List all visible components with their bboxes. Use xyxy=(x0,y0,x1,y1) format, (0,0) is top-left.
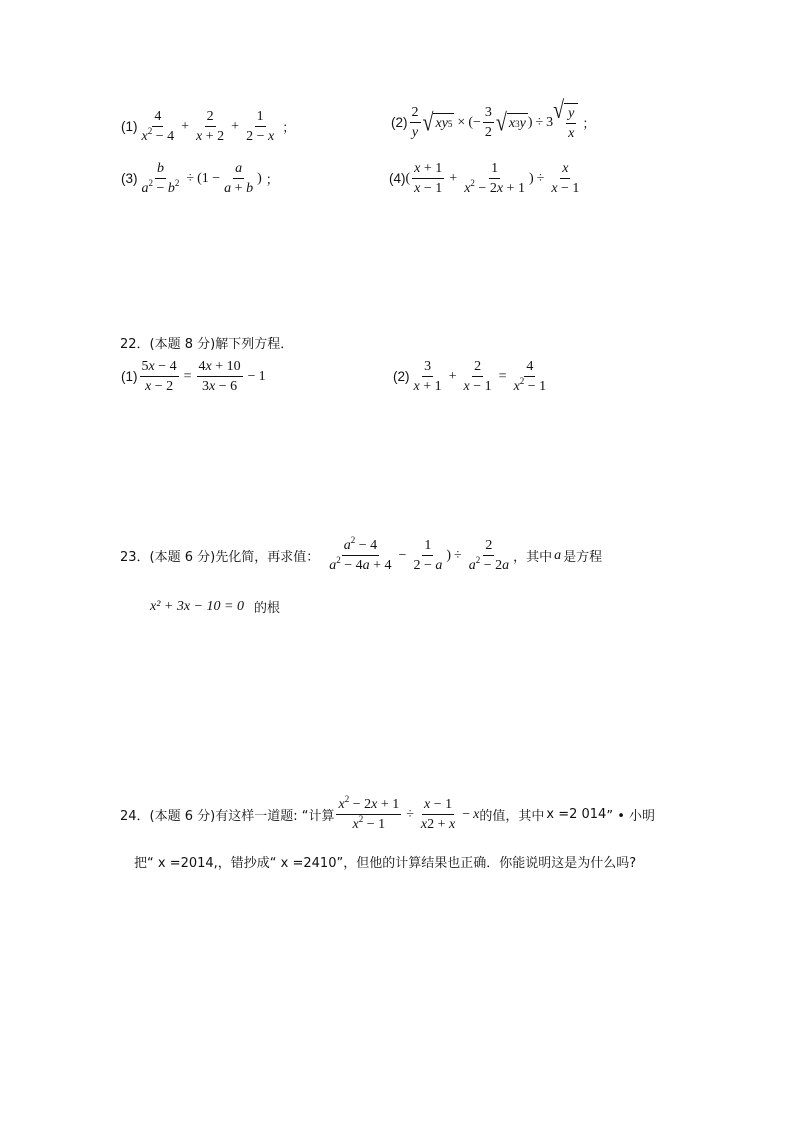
expr-label: (2) xyxy=(393,369,410,384)
expr-label: (1) xyxy=(121,119,138,134)
expr-label: (3) xyxy=(121,171,138,186)
problem-23-equation: x² + 3x − 10 = 0 xyxy=(150,598,244,614)
problem-23-suffix: 是方程 xyxy=(563,550,603,565)
fraction: $\frac{2}{x + 2}$ xyxy=(196,109,225,144)
problem-23-prefix: 23．(本题 6 分)先化简，再求值： xyxy=(120,550,320,565)
fraction: $\frac{x - 1}{x2 + x}$ xyxy=(420,797,456,832)
expr-21-3: (3) $\frac{b}{a^2 - b^2}$ ÷ (1 − $\frac{a}{a + b}$ ) ； xyxy=(121,161,279,196)
problem-23: 23．(本题 6 分)先化简，再求值： $\frac{a^2 - 4}{a^2 - 4a + 4}$ − $\frac{1}{2 - a}$ ) ÷ $\frac{2}{a^2 - 2a}$ ，其中 a 是方程 xyxy=(120,535,603,573)
expr-22-1: (1) $\frac{5x - 4}{x - 2}$ = $\frac{4x + 10}{3x - 6}$ − 1 xyxy=(121,359,266,394)
fraction: $\frac{4}{x^2 - 1}$ xyxy=(513,359,547,394)
fraction: $\frac{4x + 10}{3x - 6}$ xyxy=(198,359,241,394)
sqrt: √ xy 5 xyxy=(422,108,453,137)
fraction: $\frac{5x - 4}{x - 2}$ xyxy=(141,359,177,394)
problem-24-given: x =2 014 xyxy=(546,807,607,822)
problem-24-prefix: 24．(本题 6 分)有这样一道题: “计算 xyxy=(120,809,335,824)
separator: ； xyxy=(265,173,279,188)
separator: ； xyxy=(582,117,596,132)
expr-label: (2) xyxy=(391,115,408,130)
fraction: $\frac{b}{a^2 - b^2}$ xyxy=(141,161,180,196)
expr-21-4: (4) ( $\frac{x + 1}{x - 1}$ + $\frac{1}{x^2 - 2x + 1}$ ) ÷ $\frac{x}{x - 1}$ xyxy=(389,161,580,196)
fraction: $\frac{x + 1}{x - 1}$ xyxy=(414,161,443,196)
fraction: $\frac{3}{2}$ xyxy=(484,105,492,140)
sqrt: √ $\frac{y}{x}$ xyxy=(553,103,578,142)
expr-21-1: (1) $\frac{4}{x^2 - 4}$ + $\frac{2}{x + 2}$ + $\frac{1}{2 - x}$ ； xyxy=(121,109,296,144)
problem-24-middle: 的值，其中 xyxy=(479,809,545,824)
fraction: $\frac{x}{x - 1}$ xyxy=(551,161,580,196)
fraction: $\frac{3}{x + 1}$ xyxy=(413,359,442,394)
fraction: $\frac{2}{y}$ xyxy=(411,105,419,140)
expr-21-2: (2) $\frac{2}{y}$ √ xy 5 × (− $\frac{3}{2}$ √ x 3 y ) ÷ 3 √ $\frac{y}{x}$ ； xyxy=(391,96,596,141)
fraction: $\frac{1}{2 - a}$ xyxy=(413,538,443,573)
problem-24: 24．(本题 6 分)有这样一道题: “计算 $\frac{x^2 - 2x + 1}{x^2 - 1}$ ÷ $\frac{x - 1}{x2 + x}$ − x 的值，其中 x =2 014 ” • 小明 xyxy=(120,794,655,832)
fraction: $\frac{2}{x - 1}$ xyxy=(463,359,492,394)
fraction: $\frac{x^2 - 2x + 1}{x^2 - 1}$ xyxy=(338,794,400,832)
fraction: $\frac{2}{a^2 - 2a}$ xyxy=(468,538,510,573)
problem-23-line2 xyxy=(150,597,280,616)
problem-22-heading: 22．(本题 8 分)解下列方程． xyxy=(120,337,294,352)
problem-24-line2: 把“ x =2014,，错抄成“ x =2410”，但他的计算结果也正确．你能说明这是为什么吗? xyxy=(134,856,637,871)
fraction: $\frac{a^2 - 4}{a^2 - 4a + 4}$ xyxy=(329,535,392,573)
problem-24-end: ” • 小明 xyxy=(606,809,655,824)
problem-23-tail: 的根 xyxy=(253,601,280,616)
separator: ； xyxy=(282,121,296,136)
fraction: $\frac{1}{2 - x}$ xyxy=(246,109,275,144)
sqrt: √ x 3 y xyxy=(495,108,526,137)
fraction: $\frac{4}{x^2 - 4}$ xyxy=(141,109,175,144)
expr-label: (1) xyxy=(121,369,138,384)
fraction: $\frac{a}{a + b}$ xyxy=(224,161,254,196)
variable-a: a xyxy=(554,547,562,563)
problem-23-middle: ，其中 xyxy=(513,550,553,565)
fraction: $\frac{1}{x^2 - 2x + 1}$ xyxy=(464,161,525,196)
expr-label: (4) xyxy=(389,171,406,186)
expr-22-2: (2) $\frac{3}{x + 1}$ + $\frac{2}{x - 1}$ = $\frac{4}{x^2 - 1}$ xyxy=(393,359,547,394)
